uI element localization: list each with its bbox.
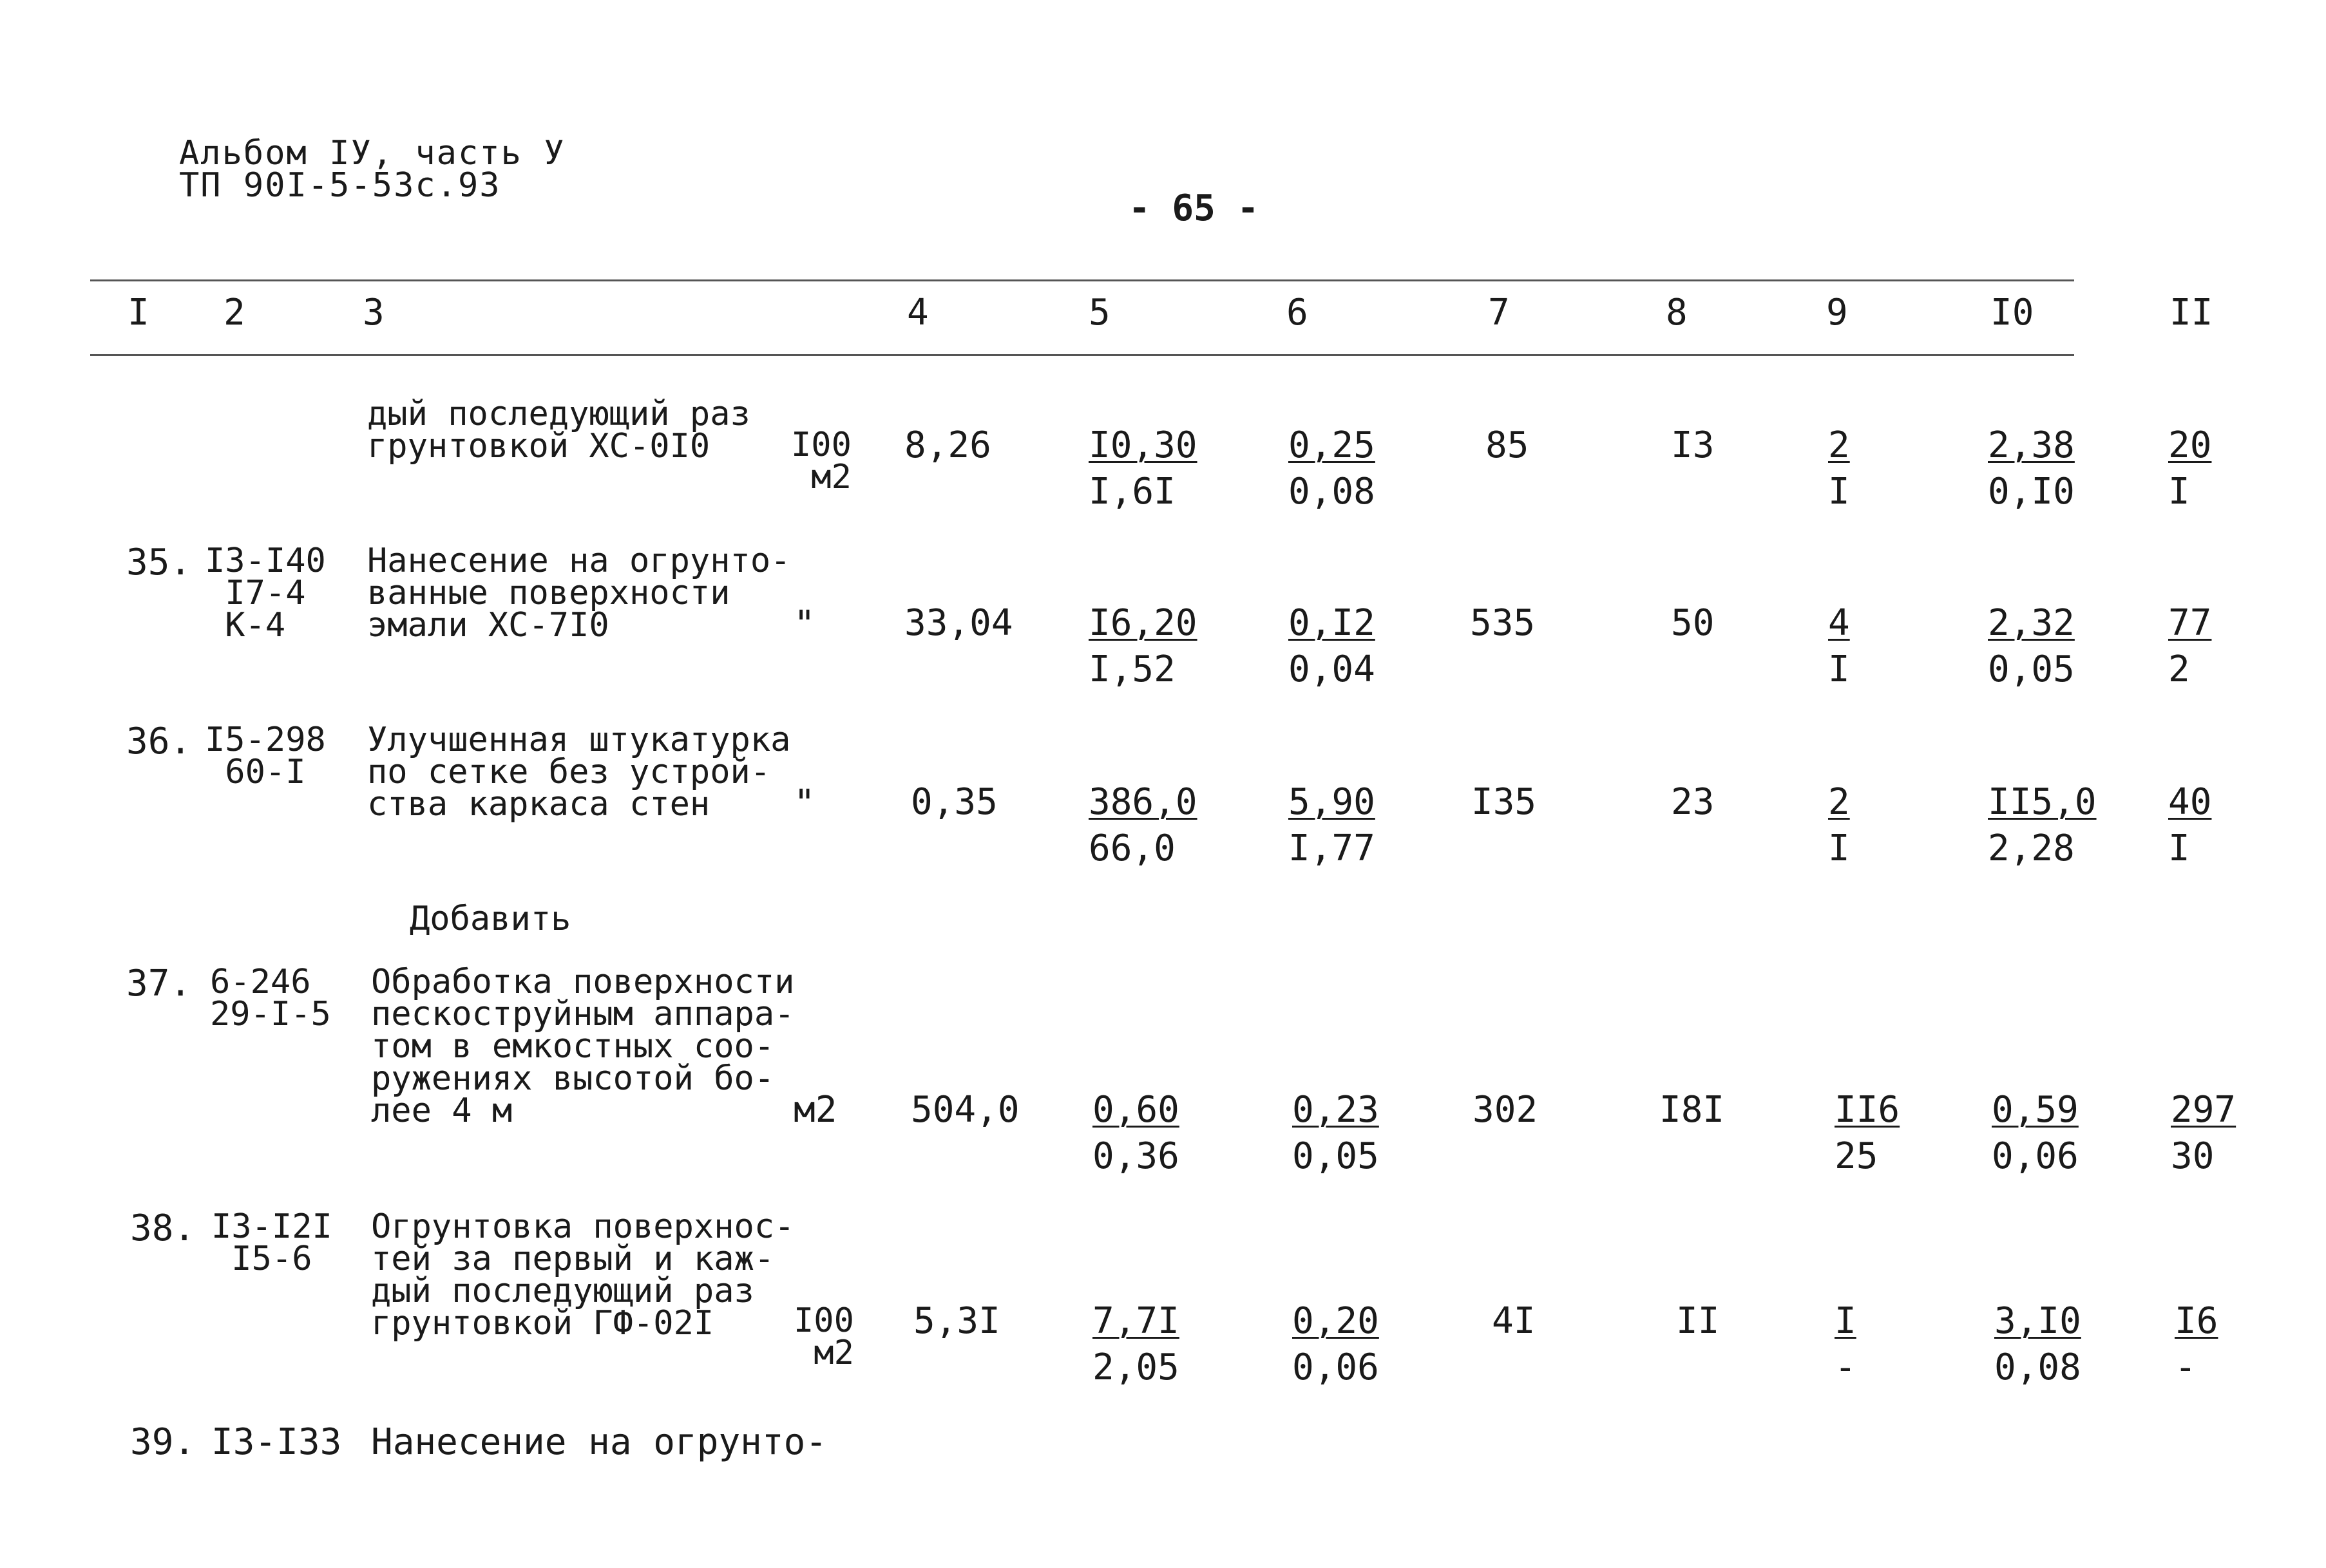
cell-5-top: 386,0 (1089, 781, 1197, 823)
column-header: 7 (1488, 292, 1510, 334)
cell-6-top: 5,90 (1288, 781, 1375, 823)
cell-5-bottom: 66,0 (1089, 827, 1176, 869)
row-quantity: 5,3I (913, 1300, 1000, 1342)
cell-10-top: II5,0 (1988, 781, 2097, 823)
row-description: Огрунтовка поверхнос- тей за первый и каж- дый последующий раз грунтовкой ГФ-02I (371, 1207, 795, 1343)
cell-8: I8I (1659, 1089, 1725, 1131)
cell-9-bottom: 25 (1835, 1135, 1878, 1177)
row-description: дый последующий раз грунтовкой ХС-0I0 (367, 395, 750, 466)
top-rule (90, 279, 2074, 281)
cell-5-bottom: 2,05 (1092, 1346, 1179, 1388)
cell-7: 302 (1473, 1089, 1538, 1131)
cell-11-bottom: - (2175, 1346, 2197, 1388)
cell-10-bottom: 0,I0 (1988, 471, 2075, 513)
cell-10-bottom: 0,08 (1994, 1346, 2081, 1388)
row-description: Улучшенная штукатурка по сетке без устрой- ства каркаса стен (367, 721, 791, 824)
row-code: I3-I2I I5-6 (211, 1207, 332, 1278)
row-code: I3-I33 (211, 1421, 342, 1463)
cell-8: 50 (1671, 602, 1715, 644)
project-code: ТП 90I-5-53с.93 (179, 166, 501, 205)
cell-6-bottom: 0,06 (1292, 1346, 1379, 1388)
cell-8: I3 (1671, 424, 1715, 466)
row-unit: м2 (794, 1089, 837, 1131)
cell-11-bottom: I (2168, 471, 2190, 513)
column-header: 3 (363, 292, 385, 334)
row-quantity: 8,26 (904, 424, 991, 466)
column-header: II (2169, 292, 2213, 334)
cell-6-top: 0,23 (1292, 1089, 1379, 1131)
page-number: - 65 - (1129, 187, 1259, 229)
row-quantity: 504,0 (911, 1089, 1020, 1131)
column-header: 6 (1286, 292, 1308, 334)
column-header: 8 (1666, 292, 1688, 334)
cell-6-top: 0,20 (1292, 1300, 1379, 1342)
cell-5-top: I0,30 (1089, 424, 1197, 466)
cell-6-bottom: 0,08 (1288, 471, 1375, 513)
cell-6-bottom: 0,05 (1292, 1135, 1379, 1177)
cell-11-bottom: I (2168, 827, 2190, 869)
cell-9-top: 2 (1828, 424, 1850, 466)
column-header: 9 (1826, 292, 1848, 334)
cell-5-bottom: 0,36 (1092, 1135, 1179, 1177)
cell-7: 85 (1485, 424, 1529, 466)
row-unit: " (794, 782, 815, 824)
cell-11-top: 40 (2168, 781, 2212, 823)
row-number: 36. (126, 721, 192, 762)
row-description: Нанесение на огрунто- (371, 1421, 828, 1463)
cell-10-top: 3,I0 (1994, 1300, 2081, 1342)
cell-8: II (1676, 1300, 1720, 1342)
cell-10-bottom: 0,05 (1988, 648, 2075, 690)
cell-6-top: 0,25 (1288, 424, 1375, 466)
cell-7: I35 (1471, 781, 1537, 823)
cell-8: 23 (1671, 781, 1715, 823)
row-code: I5-298 60-I (205, 721, 326, 791)
cell-9-bottom: I (1828, 648, 1850, 690)
header-rule (90, 354, 2074, 356)
cell-9-bottom: - (1835, 1346, 1856, 1388)
cell-9-bottom: I (1828, 471, 1850, 513)
cell-11-top: I6 (2175, 1300, 2218, 1342)
row-number: 39. (130, 1421, 196, 1463)
cell-5-top: I6,20 (1089, 602, 1197, 644)
cell-11-top: 297 (2171, 1089, 2236, 1131)
cell-5-top: 7,7I (1092, 1300, 1179, 1342)
cell-10-top: 0,59 (1992, 1089, 2079, 1131)
row-description: Обработка поверхности пескоструйным аппара- том в емкостных соо- ружениях высотой бо- лее 4 м (371, 963, 795, 1130)
album-title: Альбом IУ, часть У (179, 134, 566, 173)
row-unit: I00 м2 (794, 1301, 854, 1372)
cell-7: 535 (1470, 602, 1536, 644)
row-number: 35. (126, 542, 192, 583)
row-unit: I00 м2 (791, 426, 852, 496)
column-header: 5 (1089, 292, 1111, 334)
row-code: 6-246 29-I-5 (210, 963, 331, 1034)
cell-10-top: 2,38 (1988, 424, 2075, 466)
cell-5-top: 0,60 (1092, 1089, 1179, 1131)
column-header: I0 (1990, 292, 2034, 334)
cell-9-bottom: I (1828, 827, 1850, 869)
cell-9-top: 4 (1828, 602, 1850, 644)
cell-9-top: II6 (1835, 1089, 1900, 1131)
cell-7: 4I (1492, 1300, 1536, 1342)
column-header: I (128, 292, 149, 334)
cell-10-bottom: 0,06 (1992, 1135, 2079, 1177)
cell-9-top: 2 (1828, 781, 1850, 823)
cell-6-bottom: I,77 (1288, 827, 1375, 869)
cell-11-bottom: 30 (2171, 1135, 2215, 1177)
row-unit: " (794, 603, 815, 645)
row-number: 37. (126, 963, 192, 1005)
row-code: I3-I40 I7-4 К-4 (205, 542, 326, 645)
cell-5-bottom: I,52 (1089, 648, 1176, 690)
cell-5-bottom: I,6I (1089, 471, 1176, 513)
cell-11-top: 77 (2168, 602, 2212, 644)
row-description: Нанесение на огрунто- ванные поверхности эмали ХС-7I0 (367, 542, 791, 645)
row-quantity: 0,35 (911, 781, 998, 823)
cell-11-bottom: 2 (2168, 648, 2190, 690)
cell-11-top: 20 (2168, 424, 2212, 466)
row-number: 38. (130, 1207, 196, 1249)
cell-10-top: 2,32 (1988, 602, 2075, 644)
column-header: 4 (907, 292, 929, 334)
cell-6-bottom: 0,04 (1288, 648, 1375, 690)
column-header: 2 (224, 292, 245, 334)
cell-9-top: I (1835, 1300, 1856, 1342)
cell-10-bottom: 2,28 (1988, 827, 2075, 869)
row-quantity: 33,04 (904, 602, 1013, 644)
section-heading: Добавить (410, 900, 571, 938)
cell-6-top: 0,I2 (1288, 602, 1375, 644)
